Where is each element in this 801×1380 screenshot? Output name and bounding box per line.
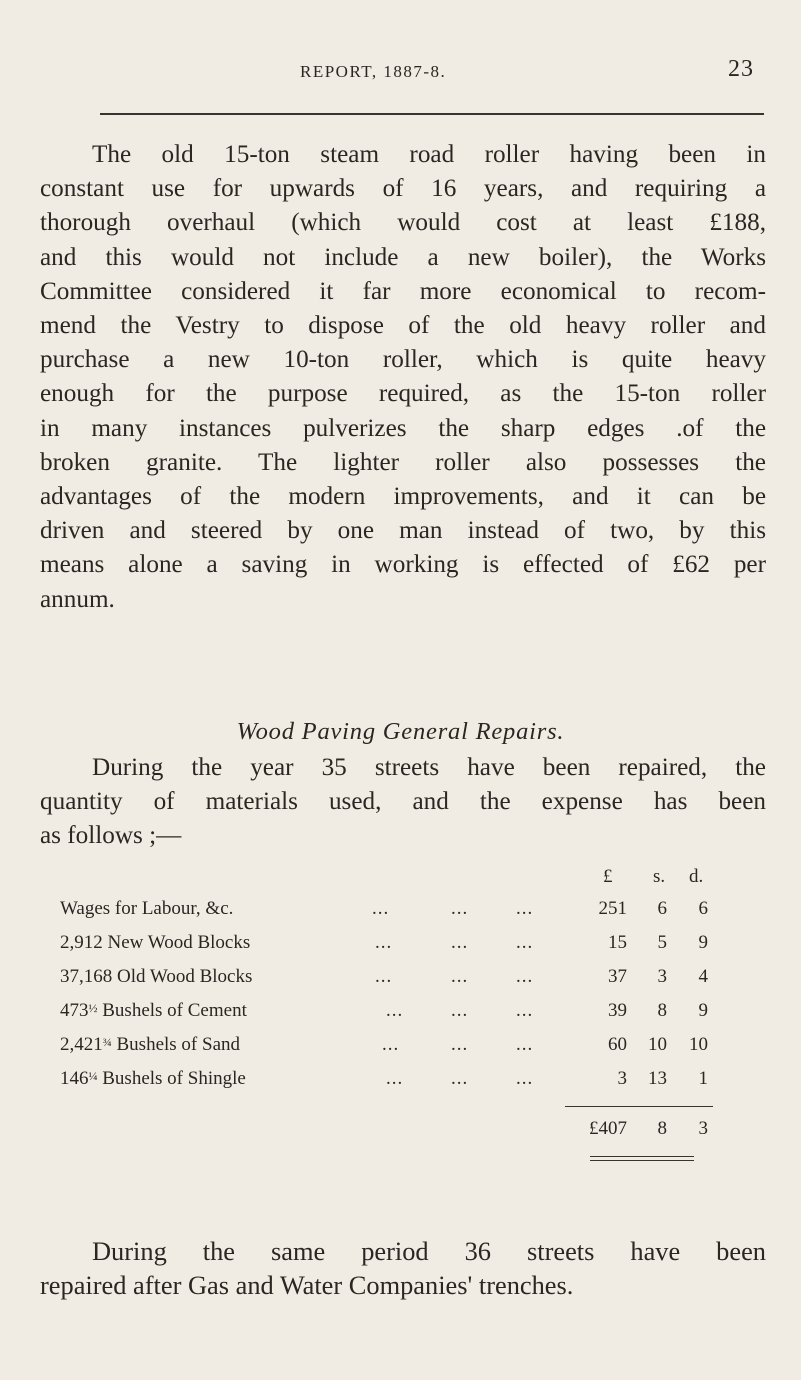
text-line: and this would not include a new boiler), the Works — [40, 243, 766, 271]
paragraph-trenches — [40, 1234, 766, 1302]
text-line: During the year 35 streets have been repaired, the — [92, 754, 766, 781]
text-line: annum. — [40, 585, 115, 613]
item-description: Bushels of Cement — [97, 1000, 247, 1021]
row-pounds: 37 — [608, 966, 627, 987]
text-line: constant use for upwards of 16 years, and requiring a — [40, 175, 766, 203]
leader-dots: ... — [386, 1068, 404, 1089]
table-row — [0, 932, 801, 962]
leader-dots: ... — [516, 1000, 534, 1021]
row-pence: 10 — [689, 1034, 708, 1055]
text-line: thorough overhaul (which would cost at least £188, — [40, 209, 766, 237]
row-item — [60, 1034, 240, 1056]
item-fraction: ½ — [88, 1001, 98, 1015]
item-quantity: 2,421 — [60, 1034, 103, 1055]
leader-dots: ... — [516, 1034, 534, 1055]
row-pounds: 15 — [608, 932, 627, 953]
leader-dots: ... — [451, 966, 469, 987]
text-line: repaired after Gas and Water Companies' trenches. — [40, 1270, 574, 1300]
text-line: quantity of materials used, and the expense has been — [40, 788, 766, 816]
text-line: During the same period 36 streets have been — [92, 1236, 766, 1266]
text-line: mend the Vestry to dispose of the old heavy roller and — [40, 312, 766, 340]
row-pounds: 251 — [598, 898, 627, 919]
leader-dots: ... — [451, 932, 469, 953]
running-head: REPORT, 1887-8. — [300, 62, 447, 81]
row-pounds: 39 — [608, 1000, 627, 1021]
row-pounds: 3 — [617, 1068, 627, 1089]
header-pence: d. — [689, 866, 704, 887]
row-pence: 4 — [698, 966, 708, 987]
header-shillings: s. — [653, 866, 666, 887]
paragraph-steam-roller — [40, 138, 766, 617]
row-pence: 6 — [698, 898, 708, 919]
text-line: Committee considered it far more economical to recom- — [40, 277, 766, 305]
leader-dots: ... — [375, 966, 393, 987]
table-row — [0, 966, 801, 996]
subtotal-rule — [565, 1106, 713, 1107]
row-shillings: 6 — [657, 898, 667, 919]
item-quantity: 146 — [60, 1068, 89, 1089]
total-shillings: 8 — [657, 1118, 667, 1139]
item-quantity: 473 — [60, 1000, 89, 1021]
row-shillings: 13 — [648, 1068, 667, 1089]
header-pounds: £ — [603, 866, 613, 887]
text-line: driven and steered by one man instead of two, by this — [40, 517, 766, 545]
leader-dots: ... — [386, 1000, 404, 1021]
leader-dots: ... — [451, 1000, 469, 1021]
table-row — [0, 1068, 801, 1098]
total-pence: 3 — [698, 1118, 708, 1139]
text-line: in many instances pulverizes the sharp edges .of the — [40, 414, 766, 442]
text-line: The old 15-ton steam road roller having been in — [92, 141, 766, 168]
total-double-rule — [590, 1156, 694, 1161]
row-pounds: 60 — [608, 1034, 627, 1055]
item-fraction: ¾ — [102, 1035, 112, 1049]
leader-dots: ... — [451, 1034, 469, 1055]
total-pounds: £407 — [589, 1118, 627, 1139]
text-line: enough for the purpose required, as the 15-ton roller — [40, 380, 766, 408]
row-item: 2,912 New Wood Blocks — [60, 932, 251, 953]
leader-dots: ... — [516, 1068, 534, 1089]
text-line: means alone a saving in working is effected of £62 per — [40, 551, 766, 579]
table-row — [0, 1034, 801, 1064]
leader-dots: ... — [375, 932, 393, 953]
row-shillings: 10 — [648, 1034, 667, 1055]
total-row — [0, 1118, 801, 1148]
row-pence: 1 — [698, 1068, 708, 1089]
section-heading: Wood Paving General Repairs. — [236, 718, 565, 745]
leader-dots: ... — [451, 898, 469, 919]
row-pence: 9 — [698, 932, 708, 953]
leader-dots: ... — [516, 966, 534, 987]
leader-dots: ... — [516, 898, 534, 919]
row-item — [60, 1000, 247, 1022]
row-item: Wages for Labour, &c. — [60, 898, 234, 919]
row-pence: 9 — [698, 1000, 708, 1021]
item-description: Bushels of Shingle — [97, 1068, 246, 1089]
text-line: broken granite. The lighter roller also possesses the — [40, 448, 766, 476]
item-description: Bushels of Sand — [111, 1034, 240, 1055]
item-fraction: ¼ — [88, 1069, 98, 1083]
leader-dots: ... — [451, 1068, 469, 1089]
row-shillings: 8 — [657, 1000, 667, 1021]
leader-dots: ... — [382, 1034, 400, 1055]
row-shillings: 3 — [657, 966, 667, 987]
header-rule — [100, 113, 764, 115]
row-item: 37,168 Old Wood Blocks — [60, 966, 253, 987]
row-shillings: 5 — [657, 932, 667, 953]
page-number: 23 — [728, 56, 754, 82]
paragraph-repairs-intro — [40, 751, 766, 854]
table-row — [0, 898, 801, 928]
leader-dots: ... — [372, 898, 390, 919]
text-line: advantages of the modern improvements, and it can be — [40, 483, 766, 511]
leader-dots: ... — [516, 932, 534, 953]
table-row — [0, 1000, 801, 1030]
row-item — [60, 1068, 246, 1090]
text-line: as follows ;— — [40, 822, 182, 850]
text-line: purchase a new 10-ton roller, which is quite heavy — [40, 346, 766, 374]
